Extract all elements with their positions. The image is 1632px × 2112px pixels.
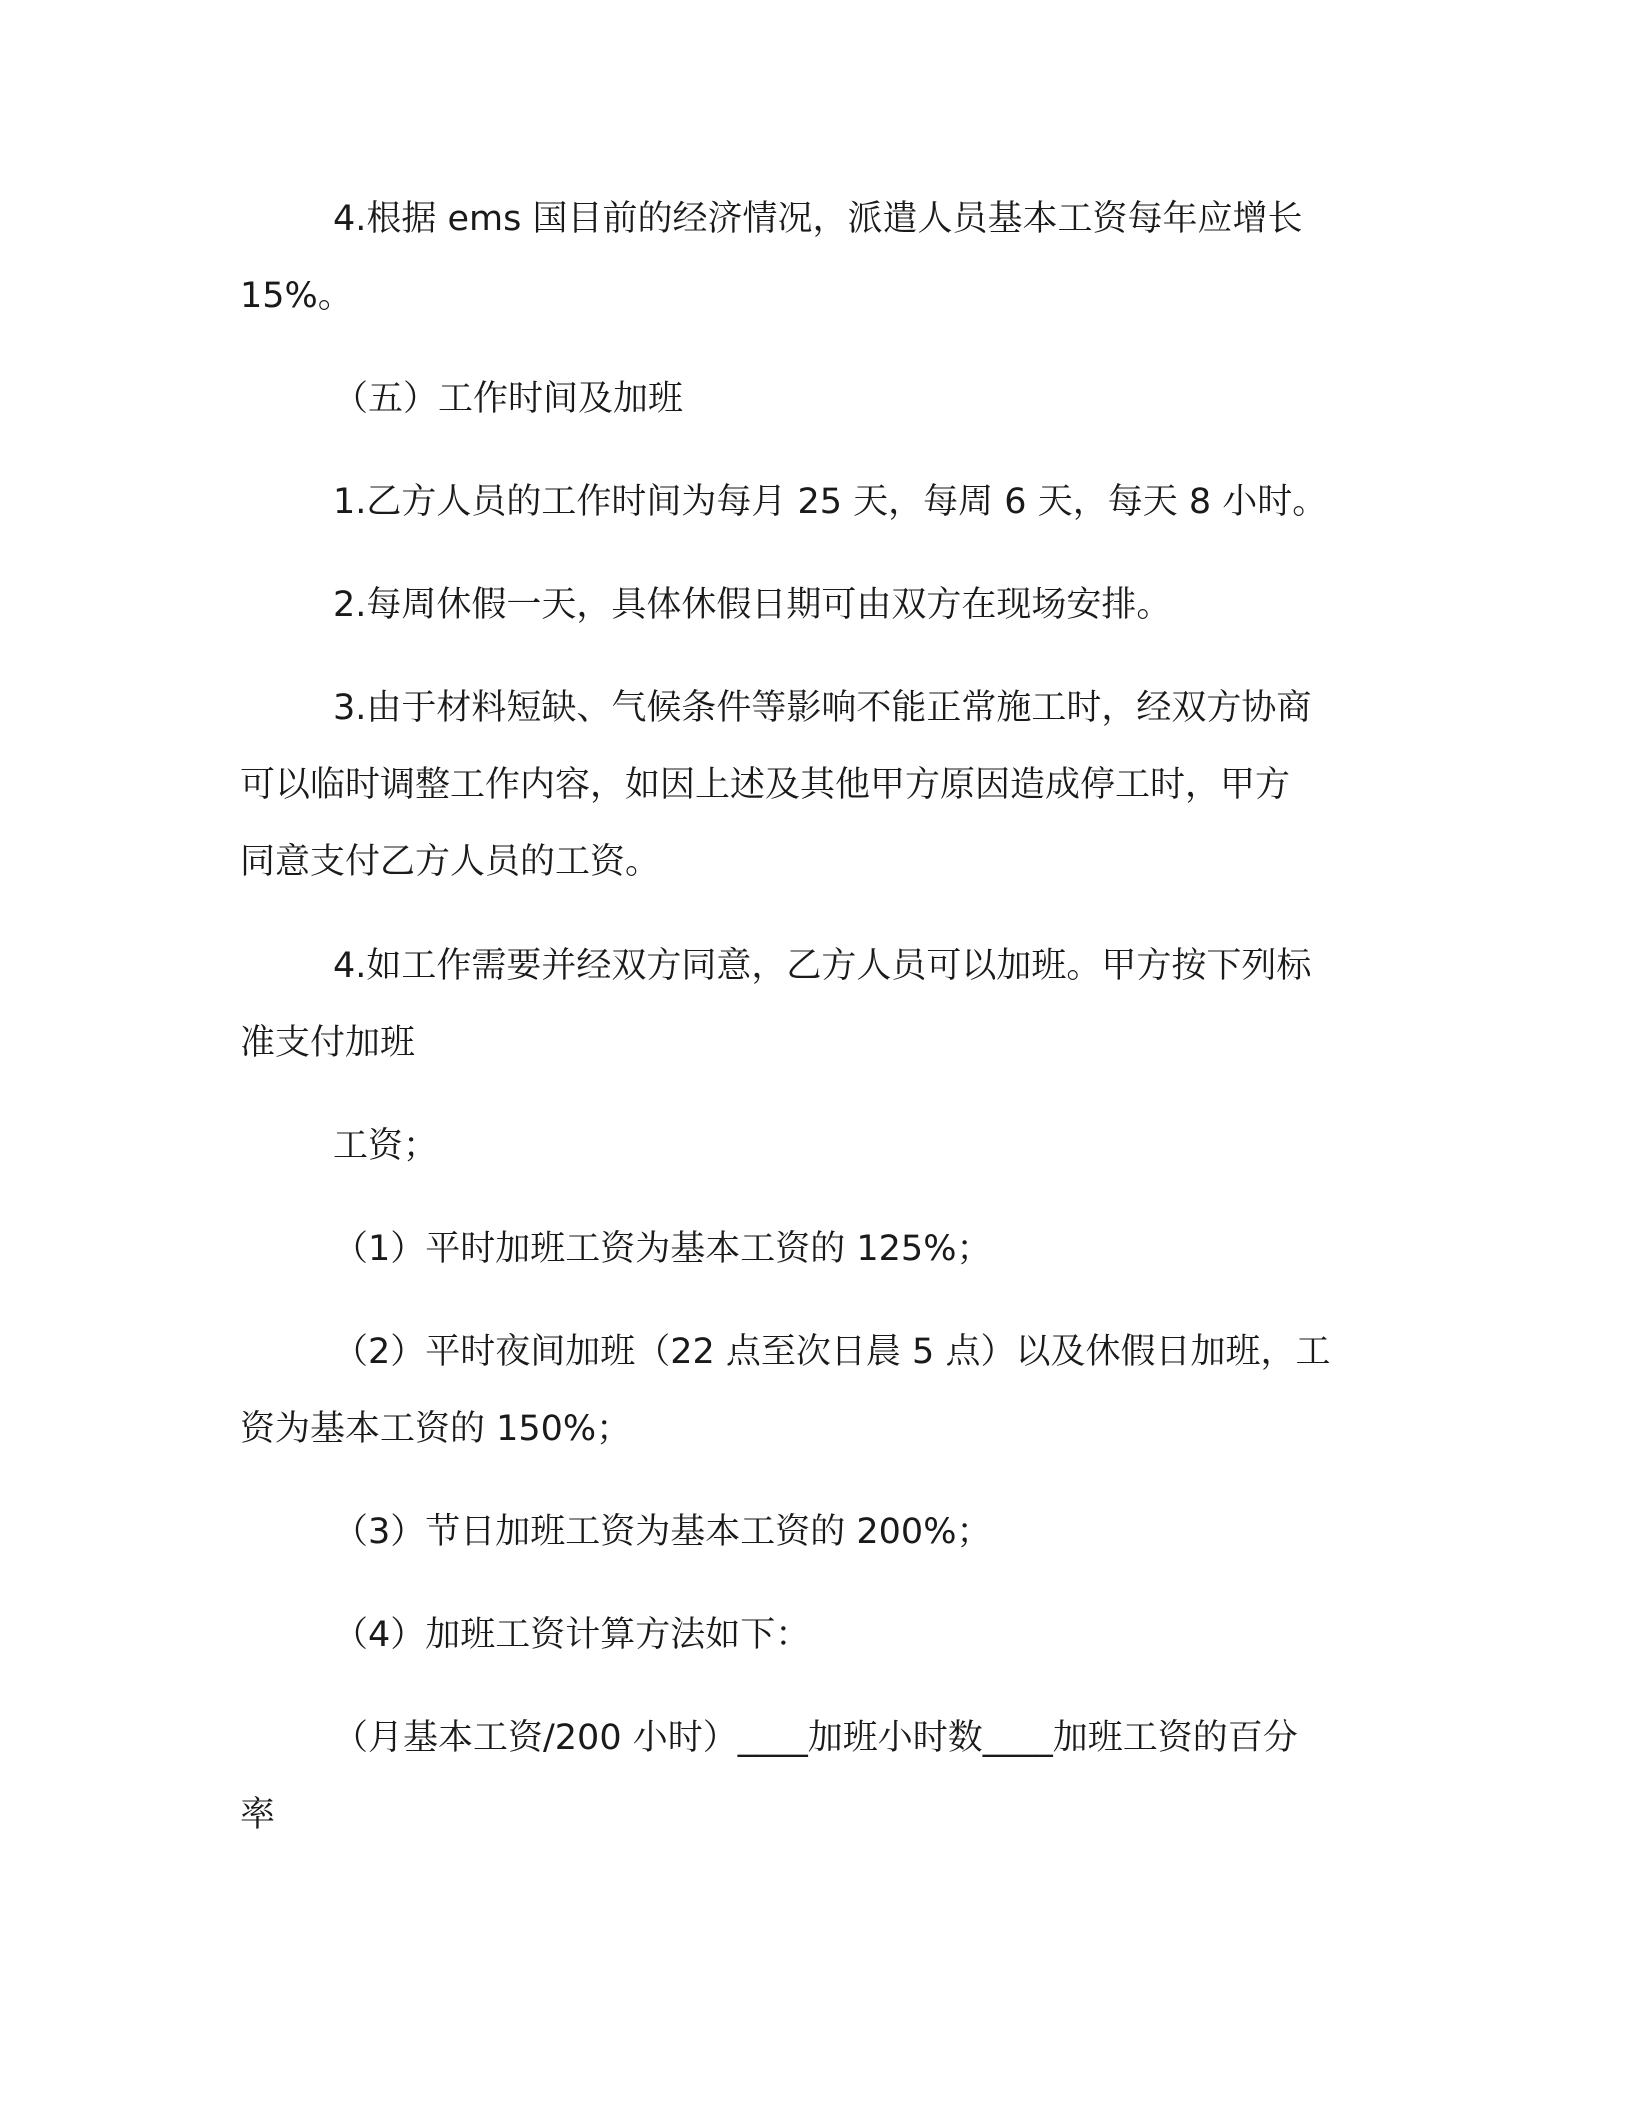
paragraph-line: 1.乙方人员的工作时间为每月 25 天，每周 6 天，每天 8 小时。 <box>333 482 1328 522</box>
paragraph-line: 15%。 <box>240 276 353 316</box>
paragraph-line: 4.如工作需要并经双方同意，乙方人员可以加班。甲方按下列标 <box>333 946 1312 986</box>
list-item-line: （1）平时加班工资为基本工资的 125%； <box>333 1229 992 1269</box>
paragraph-line: 4.根据 ems 国目前的经济情况，派遣人员基本工资每年应增长 <box>333 199 1303 239</box>
paragraph-line: 准支付加班 <box>240 1023 416 1063</box>
list-item-line: （3）节日加班工资为基本工资的 200%； <box>333 1512 992 1552</box>
list-item-line: 资为基本工资的 150%； <box>240 1409 632 1449</box>
paragraph-line: 3.由于材料短缺、气候条件等影响不能正常施工时，经双方协商 <box>333 688 1312 728</box>
section-heading: （五）工作时间及加班 <box>333 379 684 419</box>
paragraph-line: 2.每周休假一天，具体休假日期可由双方在现场安排。 <box>333 585 1172 625</box>
paragraph-line: 可以临时调整工作内容，如因上述及其他甲方原因造成停工时，甲方 <box>240 765 1291 805</box>
list-item-line: （4）加班工资计算方法如下： <box>333 1615 811 1655</box>
formula-line: （月基本工资/200 小时）____加班小时数____加班工资的百分 <box>333 1718 1298 1758</box>
paragraph-line: 工资； <box>333 1126 439 1166</box>
formula-line: 率 <box>240 1795 276 1835</box>
paragraph-line: 同意支付乙方人员的工资。 <box>240 842 661 882</box>
list-item-line: （2）平时夜间加班（22 点至次日晨 5 点）以及休假日加班，工 <box>333 1332 1331 1372</box>
